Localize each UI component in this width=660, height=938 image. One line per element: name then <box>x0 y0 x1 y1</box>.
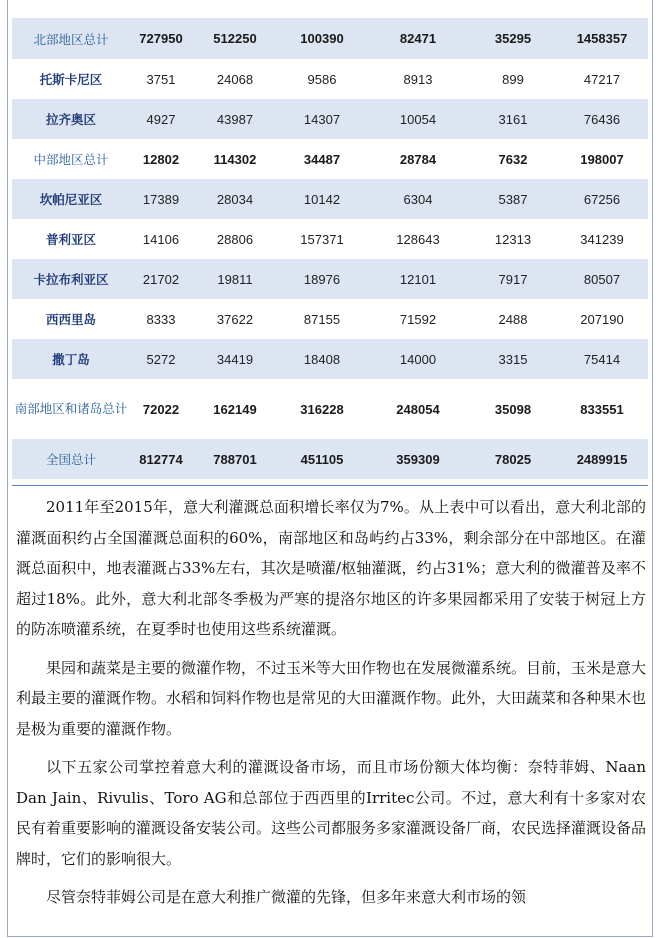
table-row <box>12 219 648 259</box>
value-cell: 76436 <box>556 99 648 139</box>
value-cell: 14106 <box>130 219 192 259</box>
value-cell: 128643 <box>366 219 470 259</box>
region-name-cell: 坎帕尼亚区 <box>12 179 130 219</box>
value-cell: 18408 <box>278 339 366 379</box>
value-cell: 3315 <box>470 339 556 379</box>
table-row <box>12 299 648 339</box>
value-cell: 812774 <box>130 439 192 479</box>
value-cell: 8333 <box>130 299 192 339</box>
value-cell: 727950 <box>130 18 192 59</box>
value-cell: 4927 <box>130 99 192 139</box>
value-cell: 9586 <box>278 59 366 99</box>
region-name-cell: 中部地区总计 <box>12 139 130 179</box>
value-cell: 162149 <box>192 379 278 439</box>
region-name-cell: 南部地区和诸岛总计 <box>12 379 130 439</box>
value-cell: 207190 <box>556 299 648 339</box>
value-cell: 10142 <box>278 179 366 219</box>
region-name-cell: 全国总计 <box>12 439 130 479</box>
value-cell: 43987 <box>192 99 278 139</box>
value-cell: 5387 <box>470 179 556 219</box>
value-cell: 14307 <box>278 99 366 139</box>
value-cell: 71592 <box>366 299 470 339</box>
paragraph: 2011年至2015年，意大利灌溉总面积增长率仅为7%。从上表中可以看出，意大利北部的灌溉面积约占全国灌溉总面积的60%，南部地区和岛屿约占33%，剩余部分在中部地区。在灌溉总面积中，地表灌溉占33%左右，其次是喷灌/枢轴灌溉，约占31%；意大利的微灌普及率不超过18%。此外，意大利北部冬季极为严寒的提洛尔地区的许多果园都采用了安装于树冠上方的防冻喷灌系统，在夏季时也使用这些系统灌溉。 <box>16 498 646 638</box>
paragraph: 尽管奈特菲姆公司是在意大利推广微灌的先锋，但多年来意大利市场的领 <box>46 888 527 906</box>
value-cell: 47217 <box>556 59 648 99</box>
value-cell: 100390 <box>278 18 366 59</box>
value-cell: 24068 <box>192 59 278 99</box>
value-cell: 34419 <box>192 339 278 379</box>
value-cell: 10054 <box>366 99 470 139</box>
value-cell: 8913 <box>366 59 470 99</box>
body-text <box>16 492 646 913</box>
value-cell: 75414 <box>556 339 648 379</box>
region-name-cell: 普利亚区 <box>12 219 130 259</box>
value-cell: 35098 <box>470 379 556 439</box>
value-cell: 3751 <box>130 59 192 99</box>
value-cell: 67256 <box>556 179 648 219</box>
value-cell: 451105 <box>278 439 366 479</box>
value-cell: 316228 <box>278 379 366 439</box>
value-cell: 37622 <box>192 299 278 339</box>
region-name-cell: 托斯卡尼区 <box>12 59 130 99</box>
value-cell: 788701 <box>192 439 278 479</box>
value-cell: 2489915 <box>556 439 648 479</box>
value-cell: 72022 <box>130 379 192 439</box>
value-cell: 512250 <box>192 18 278 59</box>
value-cell: 35295 <box>470 18 556 59</box>
table-row <box>12 59 648 99</box>
value-cell: 34487 <box>278 139 366 179</box>
value-cell: 82471 <box>366 18 470 59</box>
table-row <box>12 259 648 299</box>
value-cell: 5272 <box>130 339 192 379</box>
table-bottom-rule <box>12 485 648 486</box>
table-row <box>12 339 648 379</box>
irrigation-area-table <box>12 18 648 479</box>
value-cell: 899 <box>470 59 556 99</box>
value-cell: 6304 <box>366 179 470 219</box>
table-row <box>12 179 648 219</box>
value-cell: 833551 <box>556 379 648 439</box>
value-cell: 7917 <box>470 259 556 299</box>
value-cell: 14000 <box>366 339 470 379</box>
value-cell: 248054 <box>366 379 470 439</box>
paragraph: 果园和蔬菜是主要的微灌作物，不过玉米等大田作物也在发展微灌系统。目前，玉米是意大利最主要的灌溉作物。水稻和饲料作物也是常见的大田灌溉作物。此外，大田蔬菜和各种果木也是极为重要的灌溉作物。 <box>16 658 647 738</box>
value-cell: 341239 <box>556 219 648 259</box>
value-cell: 2488 <box>470 299 556 339</box>
value-cell: 18976 <box>278 259 366 299</box>
value-cell: 198007 <box>556 139 648 179</box>
value-cell: 359309 <box>366 439 470 479</box>
region-name-cell: 西西里岛 <box>12 299 130 339</box>
table-row <box>12 439 648 479</box>
value-cell: 80507 <box>556 259 648 299</box>
value-cell: 114302 <box>192 139 278 179</box>
table-row <box>12 99 648 139</box>
value-cell: 1458357 <box>556 18 648 59</box>
region-name-cell: 北部地区总计 <box>12 18 130 59</box>
paragraph: 以下五家公司掌控着意大利的灌溉设备市场，而且市场份额大体均衡：奈特菲姆、Naan Dan Jain、Rivulis、Toro AG和总部位于西西里的Irritec公司。不过，意大利有十多家对农民有着重要影响的灌溉设备安装公司。这些公司都服务多家灌溉设备厂商，农民选择灌溉设备品牌时，它们的影响很大。 <box>16 758 647 868</box>
value-cell: 19811 <box>192 259 278 299</box>
table-row <box>12 18 648 59</box>
value-cell: 3161 <box>470 99 556 139</box>
table-row <box>12 379 648 439</box>
region-name-cell: 拉齐奥区 <box>12 99 130 139</box>
value-cell: 28034 <box>192 179 278 219</box>
value-cell: 17389 <box>130 179 192 219</box>
value-cell: 12313 <box>470 219 556 259</box>
region-name-cell: 卡拉布利亚区 <box>12 259 130 299</box>
table-row <box>12 139 648 179</box>
value-cell: 87155 <box>278 299 366 339</box>
value-cell: 28784 <box>366 139 470 179</box>
value-cell: 28806 <box>192 219 278 259</box>
value-cell: 157371 <box>278 219 366 259</box>
value-cell: 78025 <box>470 439 556 479</box>
value-cell: 21702 <box>130 259 192 299</box>
value-cell: 12802 <box>130 139 192 179</box>
value-cell: 7632 <box>470 139 556 179</box>
region-name-cell: 撒丁岛 <box>12 339 130 379</box>
value-cell: 12101 <box>366 259 470 299</box>
